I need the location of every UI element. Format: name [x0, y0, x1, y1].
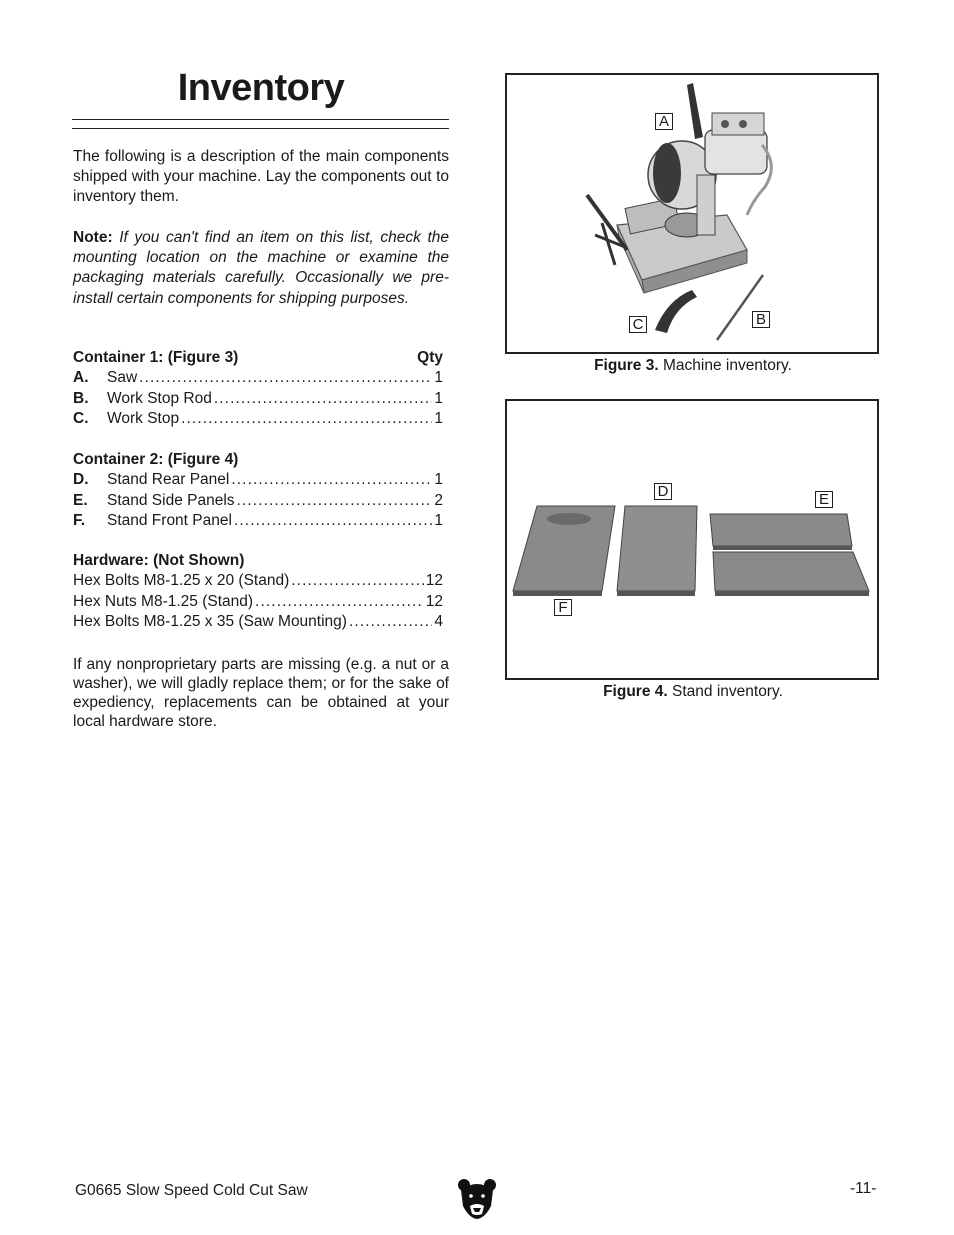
figure4-frame — [505, 399, 879, 680]
callout-d: D — [654, 483, 672, 500]
page-title: Inventory — [177, 67, 345, 109]
closing-paragraph: If any nonproprietary parts are missing (e.g. a nut or a washer), we will gladly replace them; or for the sake of expediency, replacements can be obtained at your local hardware store. — [73, 656, 449, 730]
stand-panels-illustration — [507, 401, 877, 678]
list-item: Hex Nuts M8-1.25 (Stand) . . . 12 — [73, 592, 443, 612]
note-text: If you can't find an item on this list, check the mounting location on the machine or examine the packaging materials carefully. Occasionally we pre-install certain components for shipping purposes. — [73, 229, 449, 307]
callout-c: C — [629, 316, 647, 333]
bear-head-logo-icon — [457, 1178, 497, 1225]
figure4-caption — [505, 683, 881, 701]
figure3-caption — [505, 357, 881, 375]
figure4-caption-text: Stand inventory. — [672, 683, 783, 700]
list-item: B. Work Stop Rod . . . 1 — [73, 389, 443, 409]
note-paragraph — [73, 228, 449, 309]
figure3-caption-text: Machine inventory. — [662, 357, 792, 374]
figure4-label: Figure 4. — [603, 683, 668, 700]
hardware-header — [73, 551, 443, 571]
list-item: C. Work Stop . . . 1 — [73, 409, 443, 429]
hardware-list — [73, 551, 443, 632]
intro-paragraph: The following is a description of the main components shipped with your machine. Lay the components out to inventory them. — [73, 148, 449, 206]
footer-model-name: G0665 Slow Speed Cold Cut Saw — [75, 1182, 308, 1199]
container2-header — [73, 450, 443, 470]
container1-header — [73, 348, 443, 368]
hardware-heading: Hardware: (Not Shown) — [73, 552, 245, 569]
callout-b: B — [752, 311, 770, 328]
callout-f: F — [554, 599, 572, 616]
title-rule-top — [72, 119, 449, 120]
container1-heading: Container 1: (Figure 3) — [73, 349, 239, 366]
list-item: E. Stand Side Panels . . . 2 — [73, 491, 443, 511]
figure3-frame — [505, 73, 879, 354]
note-label: Note: — [73, 229, 113, 246]
container2-list — [73, 450, 443, 531]
list-item: Hex Bolts M8-1.25 x 35 (Saw Mounting) . . . 4 — [73, 612, 443, 632]
list-item: D. Stand Rear Panel . . . 1 — [73, 470, 443, 490]
container2-heading: Container 2: (Figure 4) — [73, 451, 239, 468]
qty-heading: Qty — [417, 349, 443, 366]
list-item: A. Saw . . . 1 — [73, 368, 443, 388]
title-rule-bottom — [72, 128, 449, 129]
callout-a: A — [655, 113, 673, 130]
page-number: -11- — [850, 1180, 877, 1197]
list-item: Hex Bolts M8-1.25 x 20 (Stand) . . . 12 — [73, 571, 443, 591]
container1-list — [73, 348, 443, 429]
list-item: F. Stand Front Panel . . . 1 — [73, 511, 443, 531]
callout-e: E — [815, 491, 833, 508]
figure3-label: Figure 3. — [594, 357, 659, 374]
cold-cut-saw-illustration — [507, 75, 877, 352]
